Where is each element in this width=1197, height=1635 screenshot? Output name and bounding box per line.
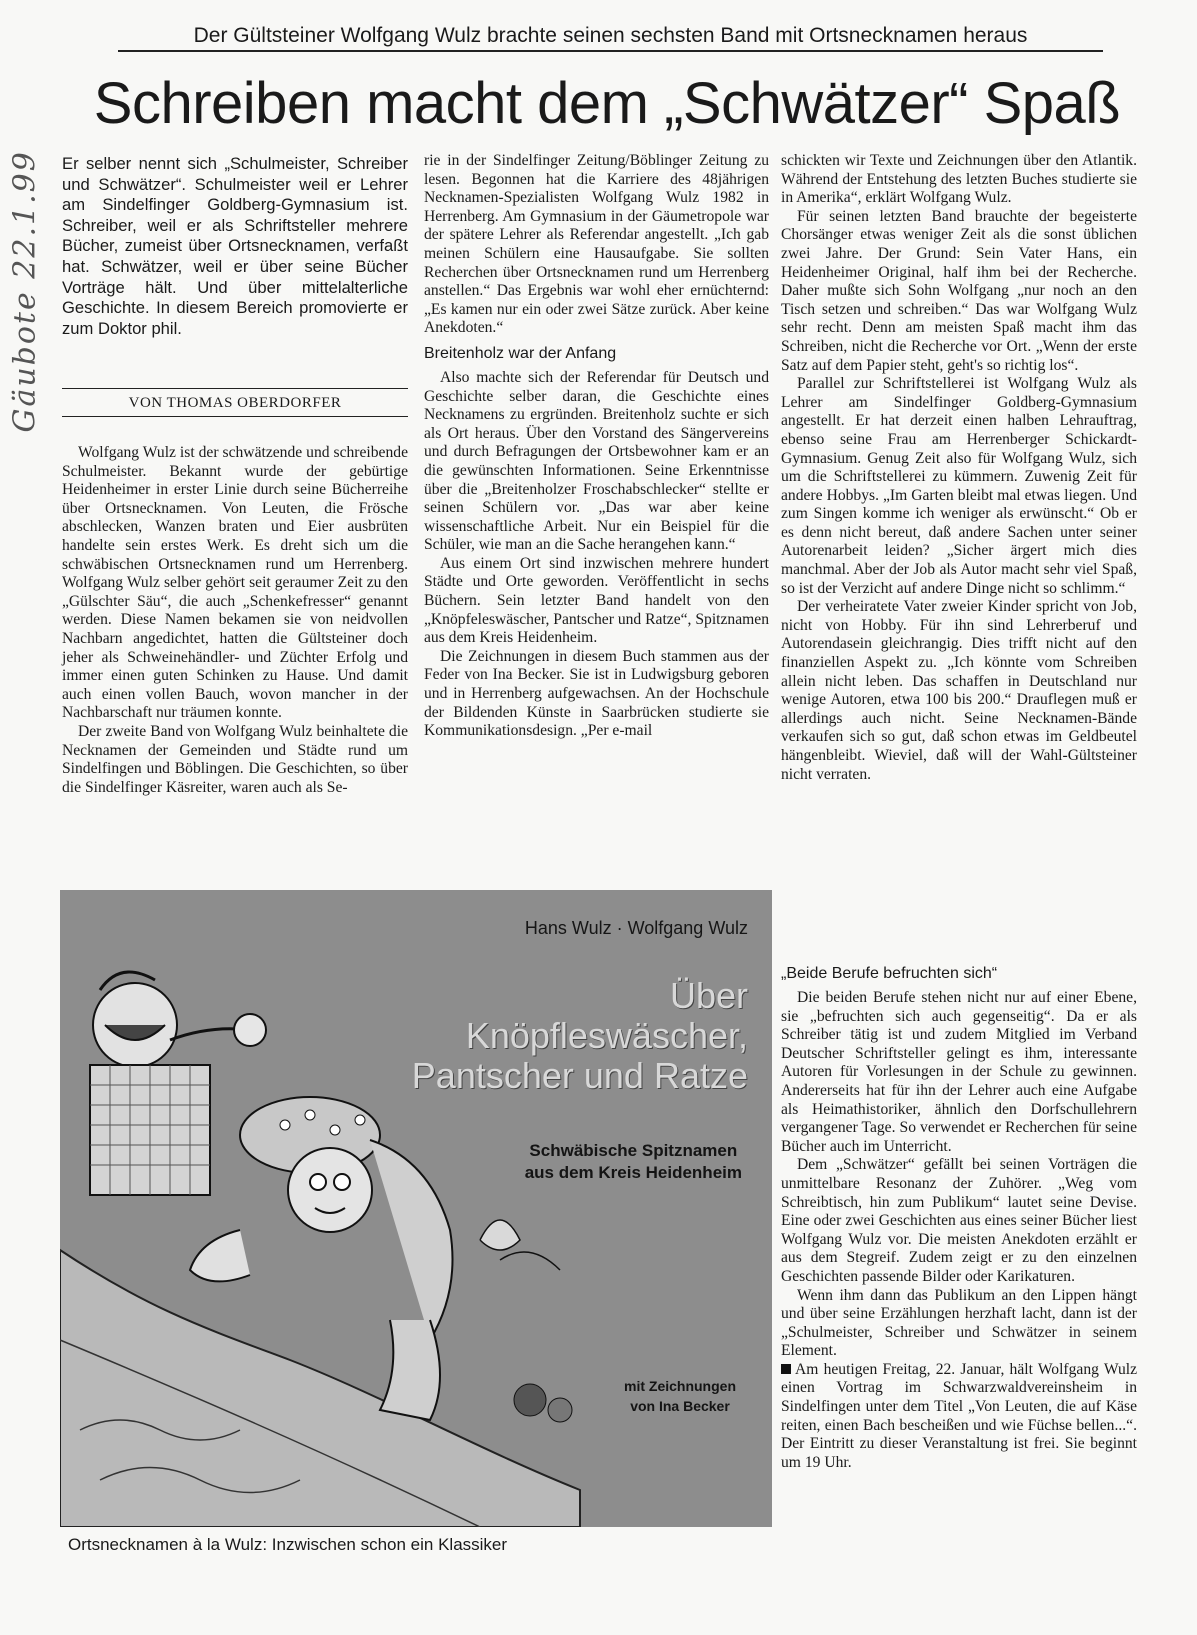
byline-block [62,388,408,417]
handwritten-note: Gäubote 22.1.99 [7,150,43,433]
cover-title [412,976,748,1096]
paragraph: Für seinen letzten Band brauchte der begeisterte Chorsänger etwas weniger Zeit als die sonst üblichen zwei Jahre. Der Grund: Sein Vater Hans, ein Heidenheimer Original, half ihm bei der Recherche. Daher mußte sich Sohn Wolfgang „nur noch an den Tisch setzen und schreiben.“ Das war Wolfgang Wulz sehr recht. Denn am meisten Spaß macht ihm das Schreiben, nicht die Recherche vor Ort. „Wenn der erste Satz auf dem Papier steht, geht's so richtig los“. [781,207,1137,374]
byline: VON THOMAS OBERDORFER [62,389,408,417]
cover-subtitle-line: Schwäbische Spitznamen [529,1141,738,1160]
headline: Schreiben macht dem „Schwätzer“ Spaß [93,71,1121,136]
paragraph: Wolfgang Wulz ist der schwätzende und schreibende Schulmeister. Bekannt wurde der gebürtige Heidenheimer in erster Linie durch seine Bücherreihe über Ortsnecknamen. Von Leuten, die Frösche abschlecken, Wanzen braten und Eier ausbrüten handelte sein erstes Werk. Es dreht sich um die schwäbischen Ortsnecknamen rund um Herrenberg. Wolfgang Wulz selber gehört seit geraumer Zeit zu den „Gülschter Säu“, die auch „Schenkefresser“ genannt werden. Diese Namen bekamen sie von neidvollen Nachbarn angedichtet, hatten die Gültsteiner doch jeher als Schweinehändler- und Züchter Erfolg und immer einen guten Schinken zu Hause. Und damit auch einen vollen Bauch, wovon mancher in der Nachbarschaft nur träumen konnte. [62,444,408,722]
column-3-continued [781,958,1137,1472]
cover-subtitle-line: aus dem Kreis Heidenheim [524,1163,742,1182]
image-caption: Ortsnecknamen à la Wulz: Inzwischen schon ein Klassiker [68,1535,508,1554]
paragraph: Dem „Schwätzer“ gefällt bei seinen Vorträgen die unmittelbare Resonanz der Zuhörer. „Weg vom Schreibtisch, hin zum Publikum“ lautet seine Devise. Eine oder zwei Geschichten aus eines seiner Bücher liest Wolfgang Wulz vor. Die meisten Anekdoten erzählt er aus dem Stegreif. Zudem zeigt er zu den einzelnen Geschichten passende Bilder oder Karikaturen. [781,1156,1137,1285]
paragraph: Wenn ihm dann das Publikum an den Lippen hängt und über seine Erzählungen herzhaft lacht, dann ist der „Schulmeister, Schreiber und Schwätzer in seinem Element. [781,1286,1137,1360]
event-note-text: Am heutigen Freitag, 22. Januar, hält Wolfgang Wulz einen Vortrag im Schwarzwaldvereinsheim in Sindelfingen unter dem Titel „Von Leuten, die auf Käse reiten, einen Bach bescheißen und wie Füchse bellen...“. Der Eintritt zu dieser Veranstaltung ist frei. Sie beginnt um 19 Uhr. [781,1360,1137,1471]
paragraph: Der zweite Band von Wolfgang Wulz beinhaltete die Necknamen der Gemeinden und Städte rund um Sindelfingen und Böblingen. Die Geschichten, so über die Sindelfinger Käsreiter, waren auch als Se- [62,722,408,796]
event-note [781,1361,1137,1473]
cover-title-line: Knöpfleswäscher, [465,1015,748,1056]
paragraph: Also machte sich der Referendar für Deutsch und Geschichte selber daran, die Geschichte eines Necknamens zu ergründen. Breitenholz suchte er sich als Ort heraus. Über den Vorstand des Sängervereins und durch Befragungen der Ortsbewohner kam er an die gewünschten Informationen. Seine Erkenntnisse über die „Breitenholzer Froschabschlecker“ stellte er seinen Schülern vor. „Das war aber keine wissenschaftliche Arbeit. Nur ein Beispiel für die Schüler, wie man an die Sache herangehen kann.“ [424,368,769,554]
column-2 [424,152,769,741]
cover-authors: Hans Wulz · Wolfgang Wulz [524,918,748,938]
cover-subtitle [525,1140,742,1184]
paragraph: Die Zeichnungen in diesem Buch stammen aus der Feder von Ina Becker. Sie ist in Ludwigsburg geboren und in Herrenberg aufgewachsen. An der Hochschule der Bildenden Künste in Saarbrücken studierte sie Kommunikationsdesign. „Per e-mail [424,647,769,740]
kicker: Der Gültsteiner Wolfgang Wulz brachte seinen sechsten Band mit Ortsnecknamen heraus [118,24,1103,52]
column-1 [62,444,408,797]
intro-paragraph: Er selber nennt sich „Schulmeister, Schreiber und Schwätzer“. Schulmeister weil er Lehrer am Sindelfinger Goldberg-Gymnasium ist. Schreiber, weil er als Schriftsteller mehrere Bücher, zumeist über Ortsnecknamen, verfaßt hat. Schwätzer, weil er über seine Bücher Vorträge hält. Und über mittelalterliche Geschichte. In diesem Bereich promovierte er zum Doktor phil. [62,154,408,338]
subheading: „Beide Berufe befruchten sich“ [781,965,998,982]
cover-title-line: Über [669,975,748,1016]
subheading: Breitenholz war der Anfang [424,344,617,362]
column-3 [781,152,1137,784]
paragraph: Die beiden Berufe stehen nicht nur auf einer Ebene, sie „befruchten sich auch gegenseitig“. Da er als Schreiber tätig ist und zudem Mitglied im Verband Deutscher Schriftsteller gelingt es ihm, interessante Autoren für Vorlesungen in der Schule zu gewinnen. Andererseits hat für ihn der Lehrer auch eine Aufgabe als Heimathistoriker, ähnlich den Dorfschullehrern vergangener Tage. So verwendet er Recherchen für seine Bücher auch im Unterricht. [781,989,1137,1155]
paragraph: schickten wir Texte und Zeichnungen über den Atlantik. Während der Entstehung des letzten Buches studierte sie in Amerika“, erklärt Wolfgang Wulz. [781,152,1137,207]
square-bullet-icon [781,1364,791,1374]
cover-credit [624,1376,736,1416]
paragraph: Der verheiratete Vater zweier Kinder spricht von Job, nicht von Hobby. Für ihn sind Lehrerberuf und Autorendasein gleichrangig. Dies trifft nicht auf den finanziellen Aspekt zu. „Ich könnte vom Schreiben allein nicht leben. Das schaffen in Deutschland nur wenige Autoren, etwa 100 bis 200.“ Drauflegen muß er allerdings auch nicht. Seine Necknamen-Bände verkaufen sich so gut, daß schon etwas im Geldbeutel hängenbleibt. Wieviel, daß will der Wahl-Gültsteiner nicht verraten. [781,598,1137,783]
paragraph: Aus einem Ort sind inzwischen mehrere hundert Städte und Orte geworden. Veröffentlicht in sechs Büchern. Sein letzter Band handelt von den „Knöpfeleswäscher, Pantscher und Ratze“, Spitznamen aus dem Kreis Heidenheim. [424,554,769,647]
paragraph: rie in der Sindelfinger Zeitung/Böblinger Zeitung zu lesen. Begonnen hat die Karriere des 48jährigen Necknamen-Spezialisten Wolfgang Wulz 1982 in Herrenberg. Am Gymnasium in der Gäumetropole war der spätere Lehrer als Referendar angestellt. „Ich gab meinen Schülern eine Hausaufgabe. Sie sollten Recherchen über Ortsnecknamen rund um Herrenberg anstellen.“ Das Ergebnis war wohl eher ernüchternd: „Es kamen nur ein oder zwei Sätze zurück. Aber keine Anekdoten.“ [424,152,769,337]
paragraph: Parallel zur Schriftstellerei ist Wolfgang Wulz als Lehrer am Sindelfinger Goldberg-Gymnasium angestellt. Er hat derzeit einen halben Lehrauftrag, ebenso seine Frau am Herrenberger Schickardt-Gymnasium. Genug Zeit also für Wolfgang Wulz, sich um die Schriftstellerei zu kümmern. Zuwenig Zeit für andere Hobbys. „Im Garten bleibt mal etwas liegen. Und zum Singen komme ich weniger als erwünscht.“ Ob er es denn nicht bereut, daß andere Sachen unter seiner Autorenarbeit leiden? „Sicher ärgert mich dies manchmal. Aber der Job als Autor macht sehr viel Spaß, so ist der Verzicht auf andere Dinge nicht so schlimm.“ [781,375,1137,597]
cover-credit-line: von Ina Becker [630,1398,730,1414]
cover-title-line: Pantscher und Ratze [411,1055,748,1096]
book-cover-image [60,890,772,1527]
cover-credit-line: mit Zeichnungen [624,1378,736,1394]
